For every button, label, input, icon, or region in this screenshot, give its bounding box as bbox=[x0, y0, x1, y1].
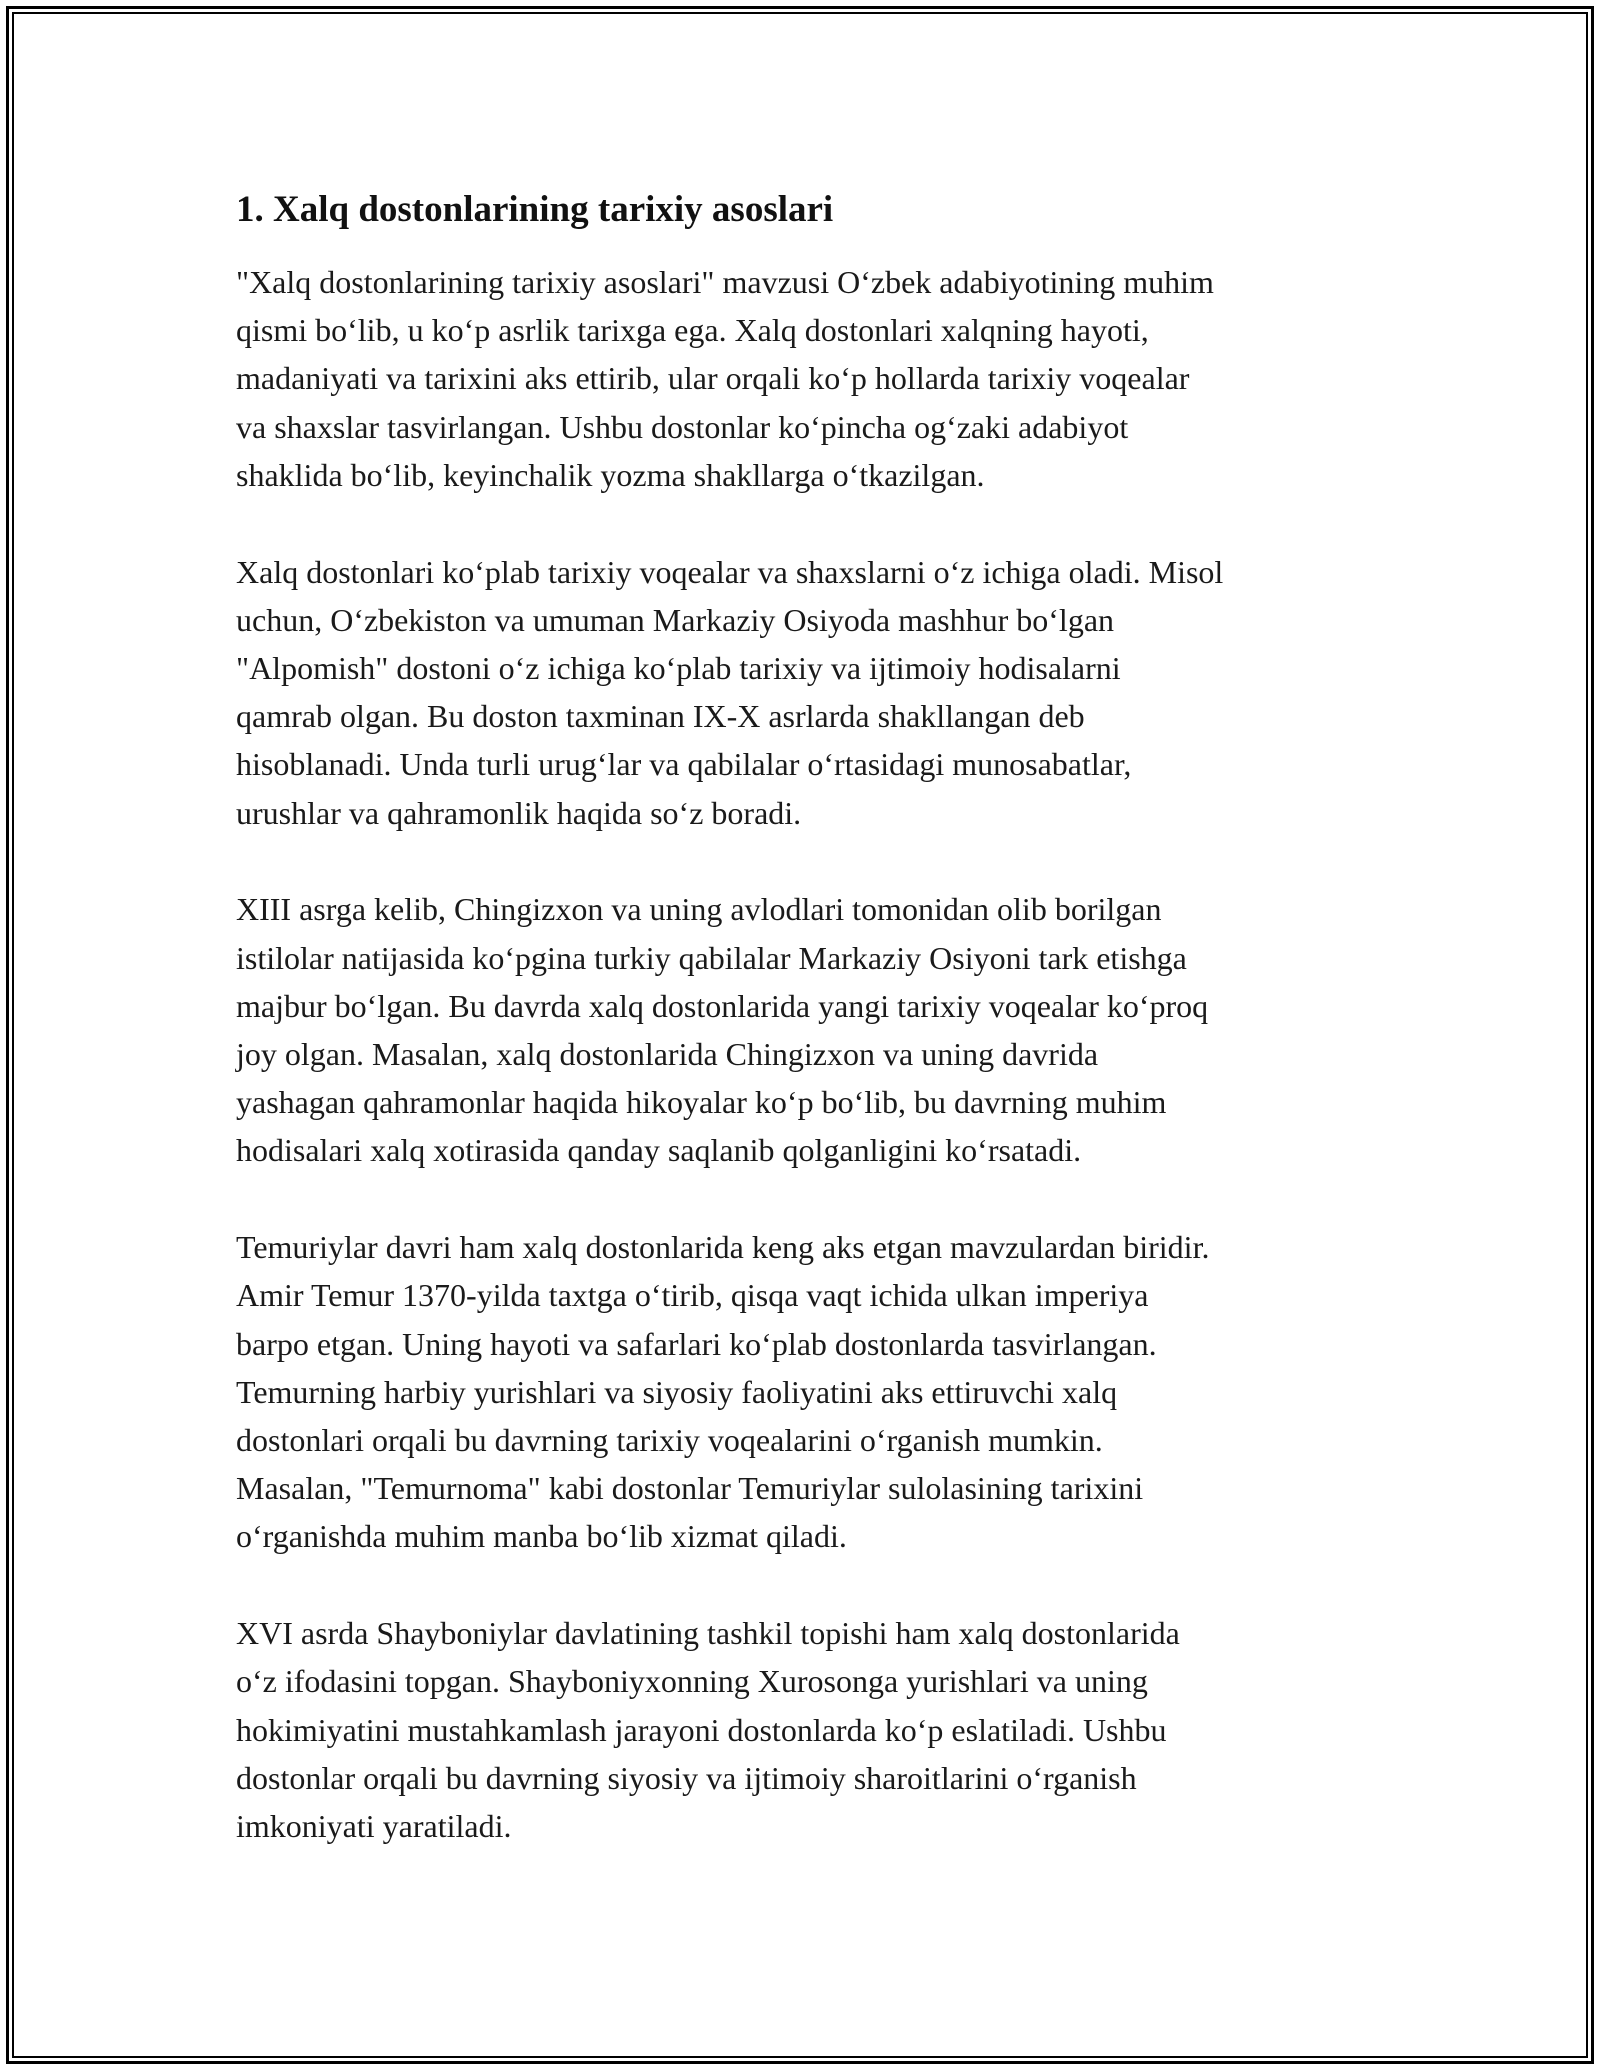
paragraph-line: uchun, Oʻzbekiston va umuman Markaziy Osiyoda mashhur boʻlgan bbox=[236, 601, 1115, 638]
paragraph-line: yashagan qahramonlar haqida hikoyalar koʻp boʻlib, bu davrning muhim bbox=[236, 1084, 1167, 1121]
paragraph-line: oʻrganishda muhim manba boʻlib xizmat qiladi. bbox=[236, 1518, 847, 1555]
paragraph-line: XIII asrga kelib, Chingizxon va uning avlodlari tomonidan olib borilgan bbox=[236, 891, 1162, 928]
paragraph-line: Masalan, "Temurnoma" kabi dostonlar Temuriylar sulolasining tarixini bbox=[236, 1470, 1144, 1507]
paragraph-line: XVI asrda Shayboniylar davlatining tashkil topishi ham xalq dostonlarida bbox=[236, 1615, 1180, 1652]
paragraph-line: Temuriylar davri ham xalq dostonlarida keng aks etgan mavzulardan biridir. bbox=[236, 1229, 1210, 1266]
paragraph-line: hodisalari xalq xotirasida qanday saqlanib qolganligini koʻrsatadi. bbox=[236, 1132, 1082, 1169]
paragraph-3 bbox=[236, 885, 1376, 1174]
paragraph-line: Xalq dostonlari koʻplab tarixiy voqealar va shaxslarni oʻz ichiga oladi. Misol bbox=[236, 553, 1224, 590]
paragraph-line: majbur boʻlgan. Bu davrda xalq dostonlarida yangi tarixiy voqealar koʻproq bbox=[236, 987, 1209, 1024]
document-body bbox=[236, 186, 1376, 1899]
paragraph-line: imkoniyati yaratiladi. bbox=[236, 1808, 512, 1845]
paragraph-line: "Xalq dostonlarining tarixiy asoslari" mavzusi Oʻzbek adabiyotining muhim bbox=[236, 264, 1214, 300]
paragraph-line: madaniyati va tarixini aks ettirib, ular orqali koʻp hollarda tarixiy voqealar bbox=[236, 360, 1190, 397]
paragraph-line: shaklida boʻlib, keyinchalik yozma shakllarga oʻtkazilgan. bbox=[236, 456, 985, 493]
section-heading: 1. Xalq dostonlarining tarixiy asoslari bbox=[236, 189, 834, 230]
paragraph-line: Temurning harbiy yurishlari va siyosiy faoliyatini aks ettiruvchi xalq bbox=[236, 1373, 1118, 1410]
paragraph-line: barpo etgan. Uning hayoti va safarlari koʻplab dostonlarda tasvirlangan. bbox=[236, 1325, 1157, 1362]
paragraph-line: hokimiyatini mustahkamlash jarayoni dostonlarda koʻp eslatiladi. Ushbu bbox=[236, 1711, 1167, 1748]
paragraph-line: Amir Temur 1370-yilda taxtga oʻtirib, qisqa vaqt ichida ulkan imperiya bbox=[236, 1277, 1149, 1314]
paragraph-line: istilolar natijasida koʻpgina turkiy qabilalar Markaziy Osiyoni tark etishga bbox=[236, 939, 1187, 976]
paragraph-2 bbox=[236, 548, 1376, 837]
paragraph-line: "Alpomish" dostoni oʻz ichiga koʻplab tarixiy va ijtimoiy hodisalarni bbox=[236, 650, 1121, 687]
paragraph-line: qamrab olgan. Bu doston taxminan IX-X asrlarda shakllangan deb bbox=[236, 698, 1085, 735]
paragraph-4 bbox=[236, 1223, 1376, 1560]
paragraph-line: oʻz ifodasini topgan. Shayboniyxonning Xurosonga yurishlari va uning bbox=[236, 1663, 1148, 1700]
paragraph-line: qismi boʻlib, u koʻp asrlik tarixga ega. Xalq dostonlari xalqning hayoti, bbox=[236, 312, 1149, 349]
paragraph-5 bbox=[236, 1609, 1376, 1850]
paragraph-line: dostonlar orqali bu davrning siyosiy va ijtimoiy sharoitlarini oʻrganish bbox=[236, 1759, 1137, 1796]
paragraph-line: joy olgan. Masalan, xalq dostonlarida Chingizxon va uning davrida bbox=[236, 1036, 1099, 1073]
paragraph-line: dostonlari orqali bu davrning tarixiy voqealarini oʻrganish mumkin. bbox=[236, 1422, 1103, 1459]
paragraph-line: hisoblanadi. Unda turli urugʻlar va qabilalar oʻrtasidagi munosabatlar, bbox=[236, 746, 1132, 783]
paragraph-1 bbox=[236, 258, 1376, 499]
paragraph-line: urushlar va qahramonlik haqida soʻz boradi. bbox=[236, 794, 802, 831]
paragraph-line: va shaxslar tasvirlangan. Ushbu dostonlar koʻpincha ogʻzaki adabiyot bbox=[236, 408, 1129, 445]
